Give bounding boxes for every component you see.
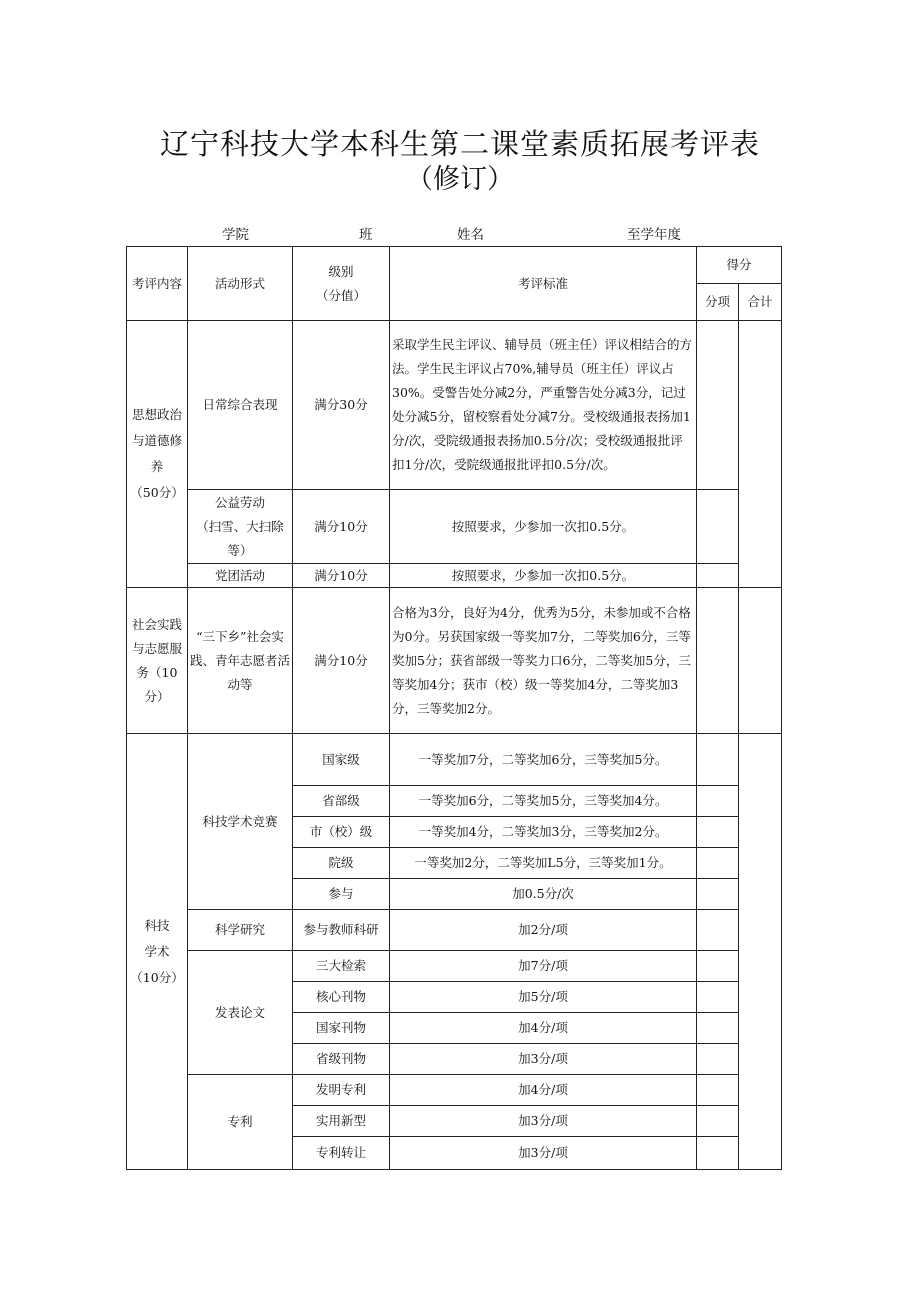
- patent-item-score: [697, 1075, 739, 1106]
- header-total: 合计: [739, 284, 782, 321]
- patent-level: 实用新型: [293, 1106, 390, 1137]
- competition-level: 参与: [293, 879, 390, 910]
- papers-level: 三大检索: [293, 951, 390, 982]
- competition-item-score: [697, 848, 739, 879]
- papers-standard: 加4分/项: [390, 1013, 697, 1044]
- papers-item-score: [697, 1013, 739, 1044]
- research-standard: 加2分/项: [390, 910, 697, 951]
- year-label: 至学年度: [627, 227, 681, 243]
- labor-item-score: [697, 490, 739, 564]
- patent-item-score: [697, 1137, 739, 1170]
- daily-level: 满分30分: [293, 321, 390, 490]
- papers-item-score: [697, 1044, 739, 1075]
- daily-standard: 采取学生民主评议、辅导员（班主任）评议相结合的方法。学生民主评议占70%,辅导员（班主任）评议占30%。受警告处分减2分，严重警告处分减3分，记过处分减5分，留校察看处分减7分。受校级通报表扬加1分/次，受院级通报表扬加0.5分/次；受校级通报批评扣1分/次，受院级通报批评扣0.5分/次。: [390, 321, 697, 490]
- competition-item-score: [697, 734, 739, 786]
- research-level: 参与教师科研: [293, 910, 390, 951]
- party-form: 党团活动: [188, 564, 293, 588]
- competition-standard: 一等奖加7分，二等奖加6分，三等奖加5分。: [390, 734, 697, 786]
- college-label: 学院: [222, 227, 249, 243]
- document-subtitle: （修订）: [406, 164, 514, 195]
- header-level: 级别 （分值）: [293, 247, 390, 321]
- competition-form: 科技学术竞赛: [188, 734, 293, 910]
- social-item-score: [697, 588, 739, 734]
- competition-standard: 一等奖加2分，二等奖加L5分，三等奖加1分。: [390, 848, 697, 879]
- competition-level: 省部级: [293, 786, 390, 817]
- header-item-score: 分项: [697, 284, 739, 321]
- papers-level: 核心刊物: [293, 982, 390, 1013]
- social-standard: 合格为3分，良好为4分，优秀为5分，未参加或不合格为0分。另获国家级一等奖加7分，二等奖加6分，三等奖加5分；获省部级一等奖力口6分，二等奖加5分，三等奖加4分；获市（校）级一等奖加4分，二等奖加3分，三等奖加2分。: [390, 588, 697, 734]
- header-content: 考评内容: [127, 247, 188, 321]
- party-item-score: [697, 564, 739, 588]
- papers-level: 国家刊物: [293, 1013, 390, 1044]
- class-label: 班: [359, 227, 373, 243]
- competition-level: 国家级: [293, 734, 390, 786]
- header-standard: 考评标准: [390, 247, 697, 321]
- papers-form: 发表论文: [188, 951, 293, 1075]
- competition-level: 院级: [293, 848, 390, 879]
- papers-standard: 加5分/项: [390, 982, 697, 1013]
- party-level: 满分10分: [293, 564, 390, 588]
- papers-item-score: [697, 951, 739, 982]
- labor-standard: 按照要求，少参加一次扣0.5分。: [390, 490, 697, 564]
- competition-item-score: [697, 786, 739, 817]
- social-form: “三下乡”社会实践、青年志愿者活动等: [188, 588, 293, 734]
- header-score: 得分: [697, 247, 782, 284]
- section-social-title: 社会实践 与志愿服务（10分）: [127, 588, 188, 734]
- competition-standard: 一等奖加6分，二等奖加5分，三等奖加4分。: [390, 786, 697, 817]
- competition-standard: 一等奖加4分，二等奖加3分，三等奖加2分。: [390, 817, 697, 848]
- papers-standard: 加7分/项: [390, 951, 697, 982]
- patent-item-score: [697, 1106, 739, 1137]
- header-form: 活动形式: [188, 247, 293, 321]
- patent-standard: 加3分/项: [390, 1137, 697, 1170]
- politics-total: [739, 321, 782, 588]
- competition-standard: 加0.5分/次: [390, 879, 697, 910]
- research-item-score: [697, 910, 739, 951]
- patent-standard: 加3分/项: [390, 1106, 697, 1137]
- section-tech-title: 科技 学术 （10分）: [127, 734, 188, 1170]
- social-level: 满分10分: [293, 588, 390, 734]
- competition-item-score: [697, 817, 739, 848]
- labor-level: 满分10分: [293, 490, 390, 564]
- patent-level: 发明专利: [293, 1075, 390, 1106]
- name-label: 姓名: [457, 227, 484, 243]
- labor-form: 公益劳动 （扫雪、大扫除等）: [188, 490, 293, 564]
- competition-item-score: [697, 879, 739, 910]
- party-standard: 按照要求，少参加一次扣0.5分。: [390, 564, 697, 588]
- papers-level: 省级刊物: [293, 1044, 390, 1075]
- research-form: 科学研究: [188, 910, 293, 951]
- section-politics-title: 思想政治 与道德修养 （50分）: [127, 321, 188, 588]
- competition-level: 市（校）级: [293, 817, 390, 848]
- daily-item-score: [697, 321, 739, 490]
- evaluation-table: [126, 246, 782, 1170]
- daily-form: 日常综合表现: [188, 321, 293, 490]
- papers-item-score: [697, 982, 739, 1013]
- document-title: 辽宁科技大学本科生第二课堂素质拓展考评表: [159, 127, 760, 161]
- tech-total: [739, 734, 782, 1170]
- patent-standard: 加4分/项: [390, 1075, 697, 1106]
- papers-standard: 加3分/项: [390, 1044, 697, 1075]
- patent-form: 专利: [188, 1075, 293, 1170]
- social-total: [739, 588, 782, 734]
- patent-level: 专利转让: [293, 1137, 390, 1170]
